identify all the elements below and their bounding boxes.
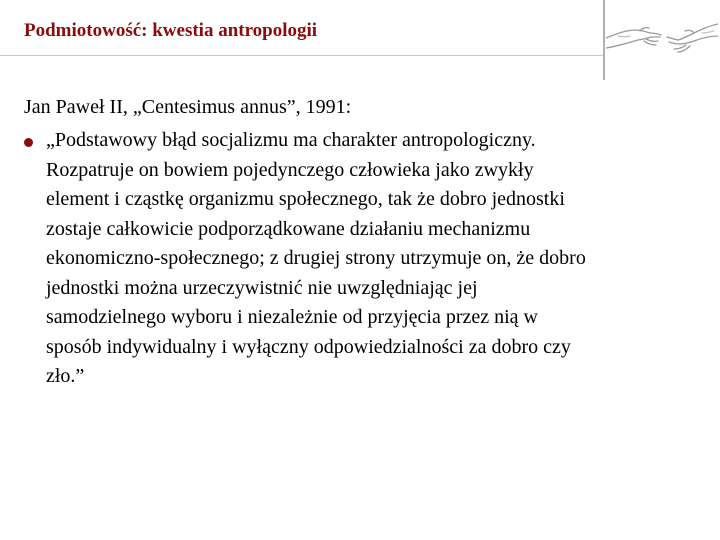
round-bullet-icon bbox=[24, 138, 33, 147]
quote-line: Rozpatruje on bowiem pojedynczego człowieka jako zwykły bbox=[46, 158, 534, 181]
creation-of-adam-hands-icon bbox=[606, 6, 718, 70]
quote-block bbox=[24, 126, 714, 392]
quote-line: zło.” bbox=[46, 365, 85, 387]
slide-title: Podmiotowość: kwestia antropologii bbox=[24, 20, 318, 41]
quote-line: zostaje całkowicie podporządkowane działaniu mechanizmu bbox=[46, 217, 531, 240]
title-divider bbox=[0, 55, 604, 56]
quote-line: element i cząstkę organizmu społecznego, tak że dobro jednostki bbox=[46, 188, 565, 210]
quote-line: jednostki można urzeczywistnić nie uwzględniając jej bbox=[46, 276, 478, 299]
quote-line: ekonomiczno-społecznego; z drugiej strony utrzymuje on, że dobro bbox=[46, 247, 586, 269]
quote-line: samodzielnego wyboru i niezależnie od przyjęcia przez nią w bbox=[46, 306, 539, 328]
header-vertical-divider bbox=[603, 0, 605, 80]
quote-line: sposób indywidualny i wyłączny odpowiedzialności za dobro czy bbox=[46, 335, 571, 358]
quote-source-heading: Jan Paweł II, „Centesimus annus”, 1991: bbox=[24, 96, 352, 118]
quote-line: „Podstawowy błąd socjalizmu ma charakter antropologiczny. bbox=[46, 129, 536, 151]
quote-text bbox=[46, 126, 714, 392]
